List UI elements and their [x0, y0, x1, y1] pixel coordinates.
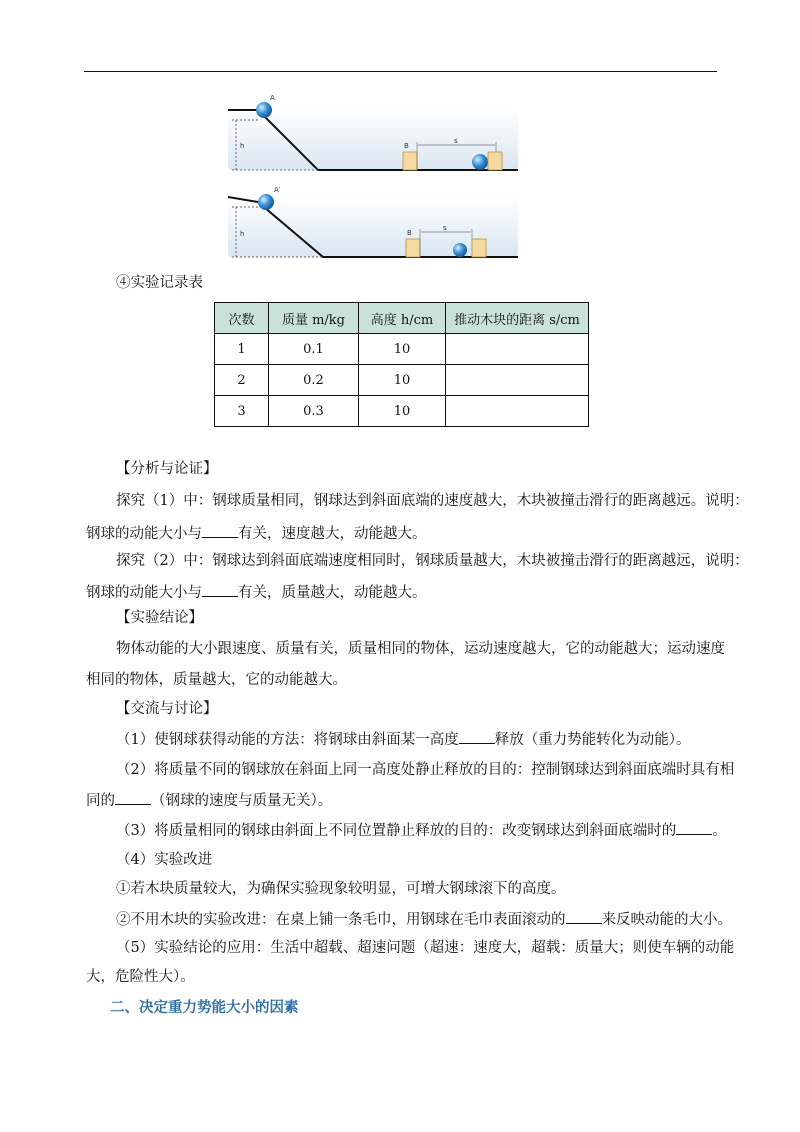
header-height: 高度 h/cm	[359, 303, 446, 334]
table-row	[215, 396, 589, 427]
ball-a-prime-label: A′	[274, 186, 281, 194]
cell-height: 10	[359, 396, 446, 427]
discussion-item-5-line1: （5）实验结论的应用：生活中超载、超速问题（超速：速度大，超载：质量大；则使车辆的动能	[116, 940, 735, 956]
cell-height: 10	[359, 365, 446, 396]
answer-blank[interactable]	[459, 729, 495, 744]
ball-bottom-end	[453, 243, 467, 257]
experiment-figure	[228, 92, 528, 262]
cell-count: 1	[215, 334, 269, 365]
header-distance: 推动木块的距离 s/cm	[446, 303, 589, 334]
figure-panel-top	[228, 94, 518, 170]
analysis-p2-line1: 探究（2）中：钢球达到斜面底端速度相同时，钢球质量越大，木块被撞击滑行的距离越远，说明：	[116, 553, 749, 569]
answer-blank[interactable]	[115, 790, 151, 805]
cell-mass: 0.1	[269, 334, 359, 365]
conclusion-title: 【实验结论】	[116, 610, 203, 626]
cell-mass: 0.2	[269, 365, 359, 396]
answer-blank[interactable]	[202, 582, 238, 597]
discussion-item-3: （3）将质量相同的钢球由斜面上不同位置静止释放的目的：改变钢球达到斜面底端时的 。	[116, 820, 727, 841]
discussion-item-2-line2: 同的 （钢球的速度与质量无关）。	[86, 790, 332, 811]
block-b-top	[403, 152, 417, 170]
cell-height: 10	[359, 334, 446, 365]
figure-panel-bottom	[228, 186, 518, 257]
cell-distance[interactable]	[446, 365, 589, 396]
header-rule	[84, 71, 717, 72]
conclusion-line2: 相同的物体，质量越大，它的动能越大。	[86, 672, 347, 688]
conclusion-line1: 物体动能的大小跟速度、质量有关，质量相同的物体，运动速度越大，它的动能越大；运动速度	[116, 641, 725, 657]
header-mass: 质量 m/kg	[269, 303, 359, 334]
discussion-item-2-line1: （2）将质量不同的钢球放在斜面上同一高度处静止释放的目的：控制钢球达到斜面底端时具有相	[116, 762, 735, 778]
discussion-item-4a: ①若木块质量较大，为确保实验现象较明显，可增大钢球滚下的高度。	[116, 881, 566, 897]
ball-a-prime	[258, 194, 274, 210]
section-heading: 二、决定重力势能大小的因素	[110, 1000, 299, 1016]
table-row	[215, 365, 589, 396]
table-header-row	[215, 303, 589, 334]
height-label-top: h	[240, 142, 245, 150]
answer-blank[interactable]	[202, 523, 238, 538]
distance-label-bottom: s	[443, 224, 447, 232]
discussion-item-1: （1）使钢球获得动能的方法：将钢球由斜面某一高度 释放（重力势能转化为动能）。	[116, 729, 690, 750]
ball-top-end	[472, 154, 488, 170]
cell-count: 2	[215, 365, 269, 396]
height-label-bottom: h	[240, 230, 245, 238]
cell-mass: 0.3	[269, 396, 359, 427]
discussion-title: 【交流与讨论】	[116, 701, 218, 717]
cell-distance[interactable]	[446, 396, 589, 427]
analysis-p2-line2: 钢球的动能大小与 有关，质量越大，动能越大。	[86, 582, 427, 603]
analysis-title: 【分析与论证】	[116, 461, 218, 477]
cell-count: 3	[215, 396, 269, 427]
discussion-item-4b: ②不用木块的实验改进：在桌上铺一条毛巾，用钢球在毛巾表面滚动的 来反映动能的大小。	[116, 909, 732, 930]
ball-a-label: A	[270, 94, 275, 102]
record-table	[214, 302, 589, 427]
table-row	[215, 334, 589, 365]
discussion-item-4: （4）实验改进	[116, 852, 213, 868]
block-b-bottom	[406, 239, 420, 257]
analysis-p1-line1: 探究（1）中：钢球质量相同，钢球达到斜面底端的速度越大，木块被撞击滑行的距离越远。说明：	[116, 493, 749, 509]
answer-blank[interactable]	[566, 909, 602, 924]
distance-label-top: s	[454, 137, 458, 145]
header-count: 次数	[215, 303, 269, 334]
block-b-label-bottom: B	[407, 229, 412, 237]
block-b-label-top: B	[404, 142, 409, 150]
answer-blank[interactable]	[676, 820, 712, 835]
ball-a	[256, 102, 272, 118]
analysis-p1-line2: 钢球的动能大小与 有关，速度越大，动能越大。	[86, 523, 427, 544]
discussion-item-5-line2: 大，危险性大）。	[86, 969, 195, 985]
record-table-title: ④实验记录表	[116, 275, 203, 291]
cell-distance[interactable]	[446, 334, 589, 365]
